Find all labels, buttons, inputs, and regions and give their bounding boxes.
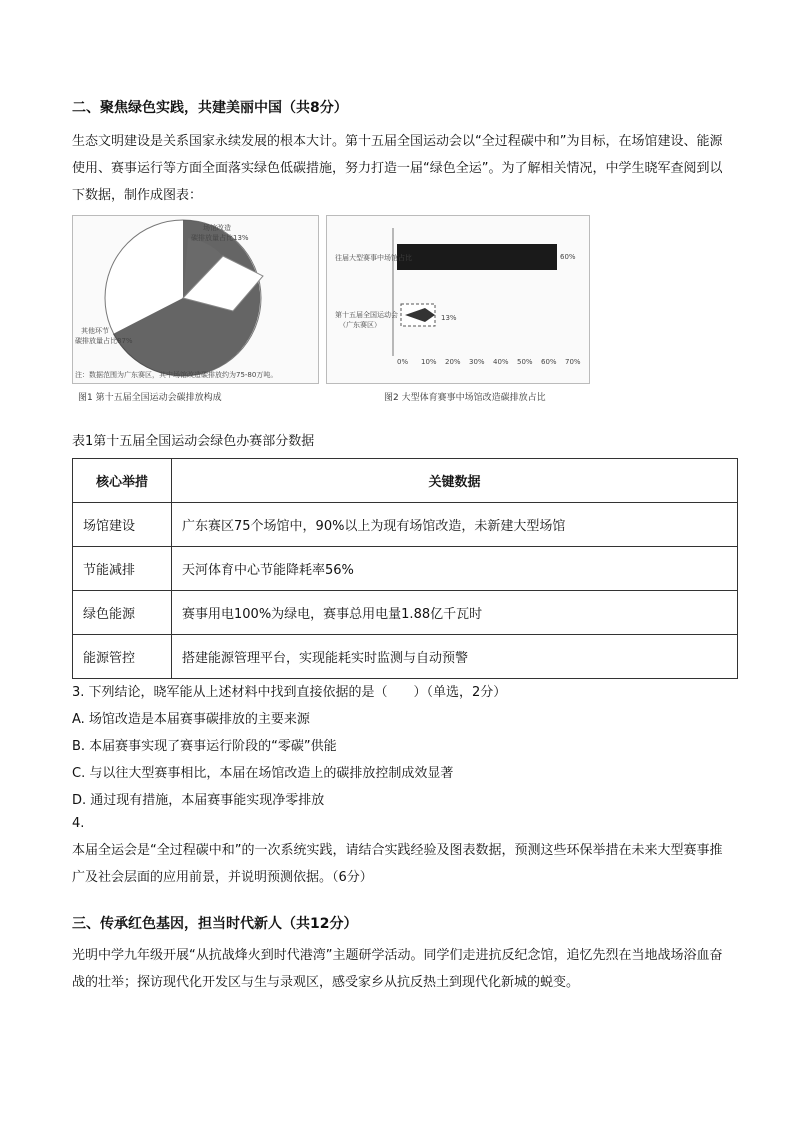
section3-heading: 三、传承红色基因，担当时代新人（共12分） bbox=[72, 916, 358, 932]
section2-heading: 二、聚焦绿色实践，共建美丽中国（共8分） bbox=[72, 100, 348, 116]
figure2-bar2-value: 13% bbox=[441, 314, 457, 322]
figure2-tick-4: 40% bbox=[493, 358, 509, 366]
figure2-tick-2: 20% bbox=[445, 358, 461, 366]
figure1-label-top: 场馆改造 bbox=[203, 224, 231, 232]
figure2-tick-0: 0% bbox=[397, 358, 409, 366]
section2-intro: 生态文明建设是关系国家永续发展的根本大计。第十五届全国运动会以“全过程碳中和”为目标，在场馆建设、能源使用、赛事运行等方面全面落实绿色低碳措施，努力打造一届“绿色全运”。为了解相关情况，中学生晓军查阅到以下数据，制作成图表： bbox=[72, 134, 723, 203]
green-data-table bbox=[72, 458, 738, 679]
table-cell: 赛事用电100%为绿电，赛事总用电量1.88亿千瓦时 bbox=[172, 591, 738, 635]
table-cell: 搭建能源管理平台，实现能耗实时监测与自动预警 bbox=[172, 635, 738, 679]
figure1-label-top2: 碳排放量占比13% bbox=[191, 234, 249, 242]
table-row bbox=[73, 635, 738, 679]
figure2-tick-3: 30% bbox=[469, 358, 485, 366]
table-cell: 绿色能源 bbox=[73, 591, 172, 635]
section3-intro: 光明中学九年级开展“从抗战烽火到时代港湾”主题研学活动。同学们走进抗反纪念馆，追忆先烈在当地战场浴血奋战的壮举；探访现代化开发区与生与录观区，感受家乡从抗反热土到现代化新城的蜕变。 bbox=[72, 948, 723, 990]
q4-number: 4. bbox=[72, 816, 85, 831]
table-header-row bbox=[73, 459, 738, 503]
table-cell: 场馆建设 bbox=[73, 503, 172, 547]
figure2-image bbox=[326, 215, 590, 384]
q3-option-a: A. 场馆改造是本届赛事碳排放的主要来源 bbox=[72, 712, 310, 727]
figure2-bar2-label2: （广东赛区） bbox=[339, 321, 381, 329]
table-header-cell: 关键数据 bbox=[172, 459, 738, 503]
q3-option-d: D. 通过现有措施，本届赛事能实现净零排放 bbox=[72, 793, 325, 808]
figure1-note: 注：数据范围为广东赛区，其中场馆改造碳排放约为75-80万吨。 bbox=[75, 371, 278, 379]
figure2-tick-1: 10% bbox=[421, 358, 437, 366]
table-row bbox=[73, 591, 738, 635]
figure1-label-left: 其他环节 bbox=[81, 327, 109, 335]
q3-stem: 3. 下列结论，晓军能从上述材料中找到直接依据的是（ ）（单选，2分） bbox=[72, 685, 507, 700]
figure2-bar1-value: 60% bbox=[560, 253, 576, 261]
figure2-caption: 图2 大型体育赛事中场馆改造碳排放占比 bbox=[384, 393, 546, 403]
figure2-bar1 bbox=[397, 244, 557, 270]
figure1-caption: 图1 第十五届全国运动会碳排放构成 bbox=[78, 393, 222, 403]
figure2-tick-7: 70% bbox=[565, 358, 581, 366]
q3-option-c: C. 与以往大型赛事相比，本届在场馆改造上的碳排放控制成效显著 bbox=[72, 766, 454, 781]
figure2-bar1-label: 往届大型赛事中场馆占比 bbox=[335, 254, 412, 262]
table-row bbox=[73, 547, 738, 591]
table-cell: 节能减排 bbox=[73, 547, 172, 591]
q3-option-b: B. 本届赛事实现了赛事运行阶段的“零碳”供能 bbox=[72, 739, 337, 754]
figure2-bar2-label: 第十五届全国运动会 bbox=[335, 311, 398, 319]
figure1-image bbox=[72, 215, 319, 384]
table-cell: 天河体育中心节能降耗率56% bbox=[172, 547, 738, 591]
figure2-tick-5: 50% bbox=[517, 358, 533, 366]
table-header-cell: 核心举措 bbox=[73, 459, 172, 503]
figure1-label-left2: 碳排放量占比87% bbox=[75, 337, 133, 345]
table-row bbox=[73, 503, 738, 547]
table-cell: 广东赛区75个场馆中，90%以上为现有场馆改造，未新建大型场馆 bbox=[172, 503, 738, 547]
table-title: 表1第十五届全国运动会绿色办赛部分数据 bbox=[72, 434, 315, 449]
table-cell: 能源管控 bbox=[73, 635, 172, 679]
figure2-tick-6: 60% bbox=[541, 358, 557, 366]
q4-text: 本届全运会是“全过程碳中和”的一次系统实践，请结合实践经验及图表数据，预测这些环保举措在未来大型赛事推广及社会层面的应用前景，并说明预测依据。（6分） bbox=[72, 843, 723, 885]
